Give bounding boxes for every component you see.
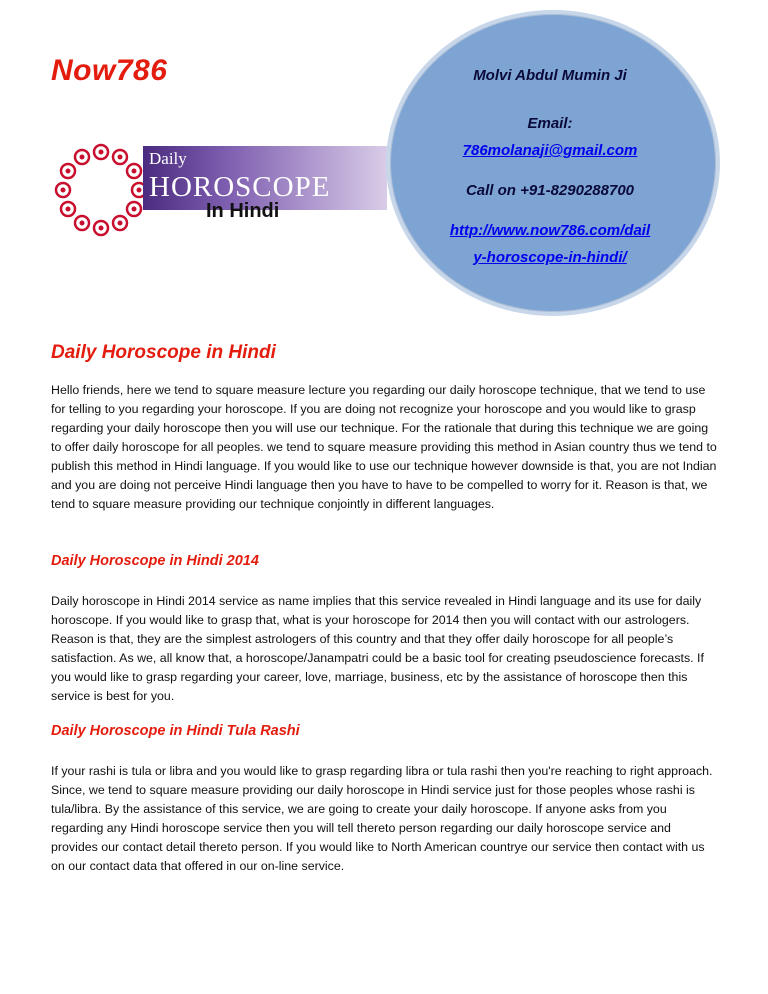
section-heading-tula-rashi: Daily Horoscope in Hindi Tula Rashi <box>51 723 300 739</box>
logo-daily-text: Daily <box>149 149 187 168</box>
website-link-line2[interactable]: y-horoscope-in-hindi/ <box>473 249 627 266</box>
email-label: Email: <box>527 115 573 132</box>
article-title: Daily Horoscope in Hindi <box>51 342 276 363</box>
brand-title: Now786 <box>51 54 168 87</box>
section-body-tula-rashi: If your rashi is tula or libra and you would like to grasp regarding libra or tula rashi then you're reaching to right approach. Since, we tend to square measure providing our daily horoscope in Hindi service just for those peoples whose rashi is tula/libra. By the assistance of this service, we are going to create your daily horoscope. If anyone asks from you regarding any Hindi horoscope service then you will tell thereto person regarding our daily horoscope service and provides our contact detail thereto person. If you would like to North American countrye our service then contact with us on our contact data that offered in our on-line service. <box>51 764 713 873</box>
website-link-line1[interactable]: http://www.now786.com/dail <box>449 222 651 239</box>
section-body-2014: Daily horoscope in Hindi 2014 service as name implies that this service revealed in Hindi language and its use for daily horoscope. If you would like to grasp that, what is your horoscope for 2014 then you will contact with our astrologers. Reason is that, they are the simplest astrologers of this country and that they offer daily horoscope for all people’s satisfaction. As we, all know that, a horoscope/Janampatri could be a basic tool for creating pseudoscience forecasts. If you would like to grasp regarding your career, love, marriage, business, etc by the assistance of horoscope then this service is best for you. <box>51 594 704 703</box>
email-link[interactable]: 786molanaji@gmail.com <box>462 142 638 159</box>
zodiac-wheel-icon <box>51 140 151 240</box>
intro-paragraph: Hello friends, here we tend to square measure lecture you regarding our daily horoscope technique, that we tend to use for telling to you regarding your horoscope. If you are doing not recognize your horoscope and you would like to grasp regarding your daily horoscope then you will use our technique. For the rationale that during this technique we are going to offer daily horoscope for all peoples. we tend to square measure providing this method in Asian country thus we tend to publish this method in Hindi language. If you would like to use our technique however downside is that, you are not Indian and you are doing not perceive Hindi language then you have to have to be compelled to worry for it. Reason is that, we tend to square measure providing our technique conjointly in different languages. <box>51 383 717 511</box>
daily-horoscope-logo <box>51 140 341 240</box>
contact-name: Molvi Abdul Mumin Ji <box>473 67 627 84</box>
contact-bubble <box>386 10 720 316</box>
phone-number: Call on +91-8290288700 <box>465 182 635 199</box>
logo-in-hindi-text: In Hindi <box>206 200 280 222</box>
logo-horoscope-text: HOROSCOPE <box>149 171 331 203</box>
section-heading-2014: Daily Horoscope in Hindi 2014 <box>51 553 259 569</box>
